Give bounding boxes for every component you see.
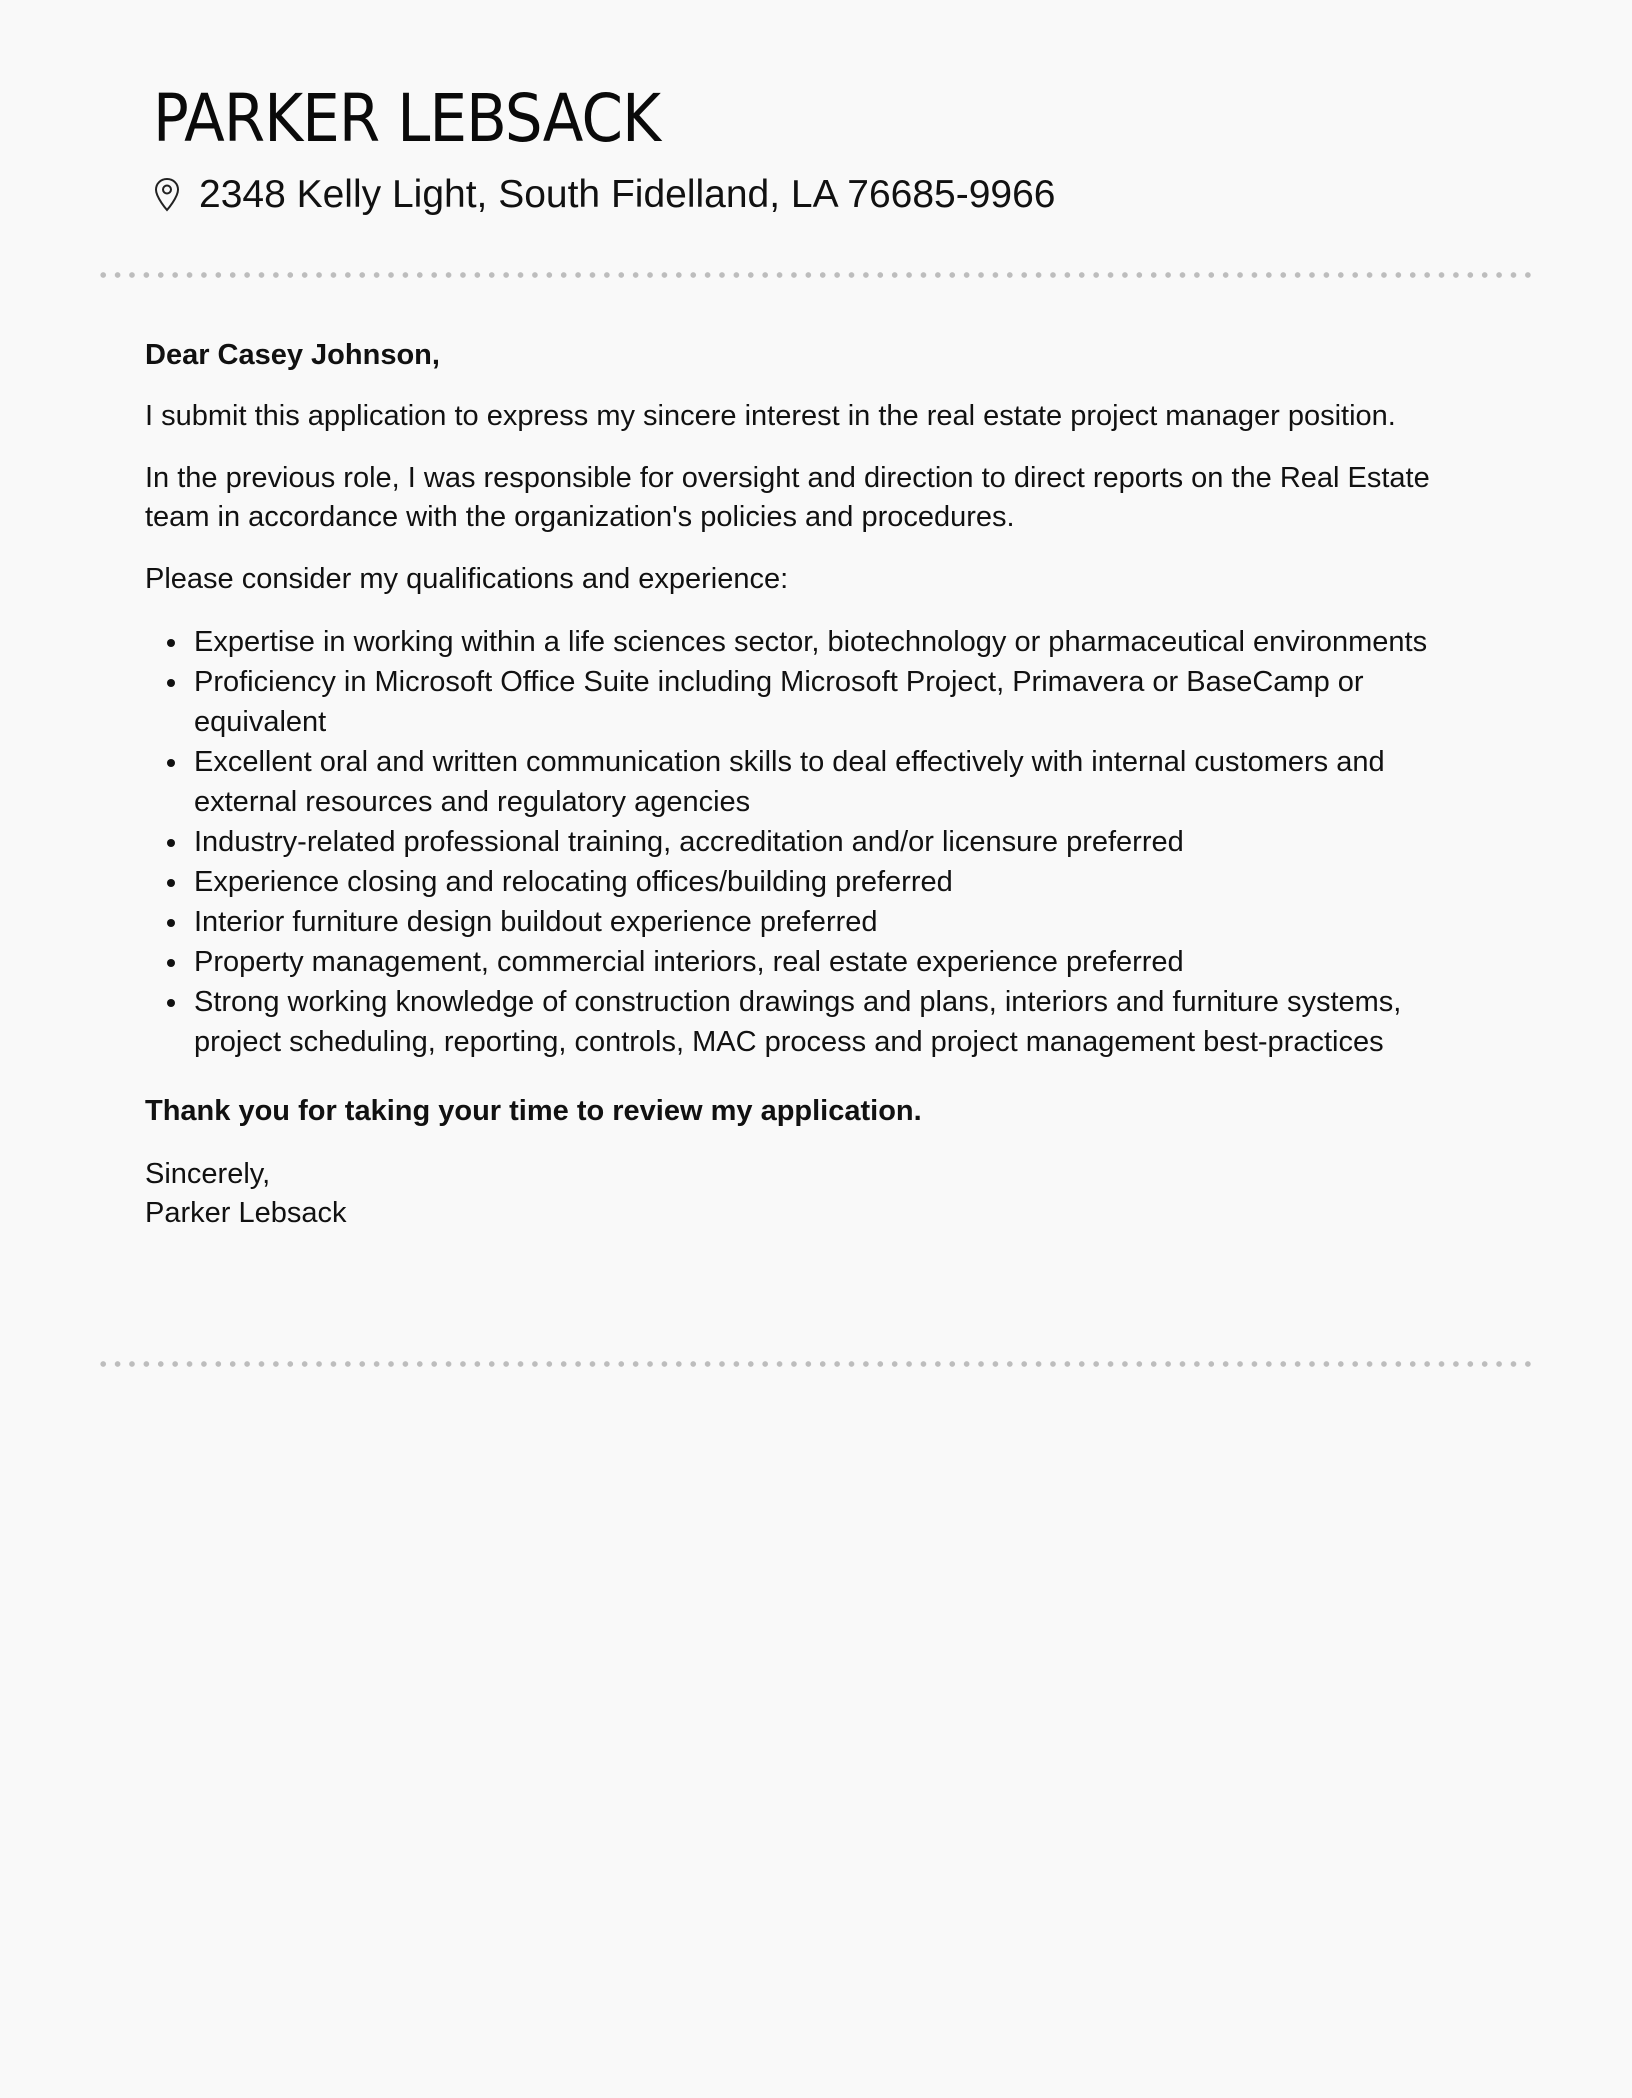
address-row [153,168,1503,222]
list-item: Excellent oral and written communication skills to deal effectively with internal customers and external resources and regulatory agencies [194,742,1495,822]
list-item: Strong working knowledge of construction drawings and plans, interiors and furniture systems, project scheduling, reporting, controls, MAC process and project management best-practices [194,982,1495,1062]
applicant-name: PARKER LEBSACK [153,80,661,157]
top-dotted-divider [96,272,1536,278]
signature: Parker Lebsack [145,1197,347,1229]
qualifications-intro: Please consider my qualifications and experience: [145,563,789,595]
list-item: Proficiency in Microsoft Office Suite including Microsoft Project, Primavera or BaseCamp or equivalent [194,662,1495,742]
list-item: Experience closing and relocating offices/building preferred [194,862,1495,902]
qualifications-list [145,622,1495,1062]
list-item: Property management, commercial interiors, real estate experience preferred [194,942,1495,982]
map-pin-icon [153,177,181,213]
list-item: Industry-related professional training, accreditation and/or licensure preferred [194,822,1495,862]
previous-role-paragraph: In the previous role, I was responsible for oversight and direction to direct reports on the Real Estate team in accordance with the organization's policies and procedures. [145,462,1430,533]
letter-body [145,336,1495,1233]
bottom-dotted-divider [96,1361,1536,1367]
intro-paragraph: I submit this application to express my sincere interest in the real estate project manager position. [145,400,1396,432]
list-item: Interior furniture design buildout experience preferred [194,902,1495,942]
closing: Sincerely, [145,1158,271,1190]
letter-header [153,78,1503,222]
greeting: Dear Casey Johnson, [145,339,440,371]
list-item: Expertise in working within a life sciences sector, biotechnology or pharmaceutical environments [194,622,1495,662]
thanks-line: Thank you for taking your time to review my application. [145,1095,922,1127]
applicant-address: 2348 Kelly Light, South Fidelland, LA 76685-9966 [199,173,1056,216]
